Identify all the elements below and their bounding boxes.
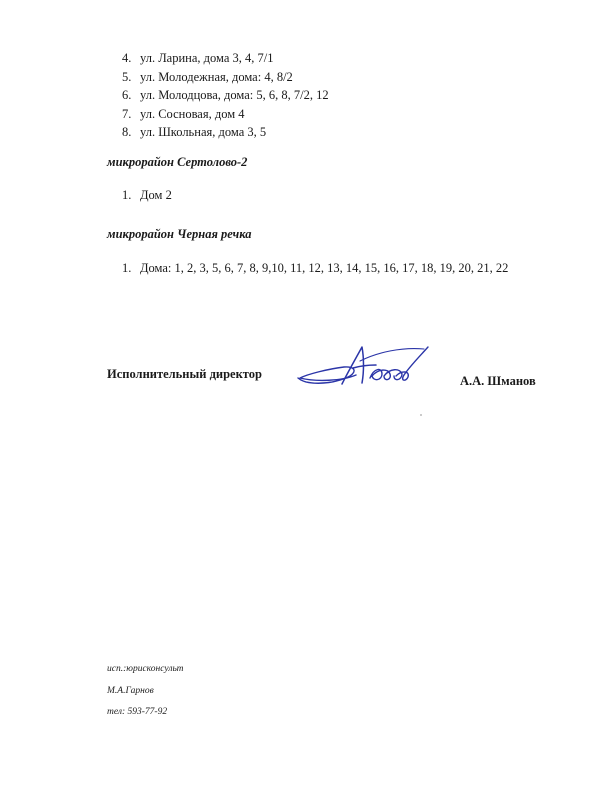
list-item [122, 259, 508, 278]
list-item [122, 68, 329, 87]
chernaya-rechka-list [122, 259, 508, 278]
list-item-number: 1. [122, 261, 132, 275]
list-item [122, 49, 329, 68]
list-item-number: 7. [122, 106, 132, 121]
signer-position: Исполнительный директор [107, 367, 262, 381]
streets-list [122, 49, 329, 142]
list-item-number: 1. [122, 188, 132, 202]
list-item-number: 4. [122, 51, 132, 65]
list-item [122, 186, 172, 205]
list-item-text: ул. Ларина, дома 3, 4, 7/1 [140, 51, 274, 65]
list-item-text: ул. Молодежная, дома: 4, 8/2 [140, 69, 293, 84]
list-item-text: ул. Сосновая, дом 4 [140, 106, 245, 121]
executor-phone: тел: 593-77-92 [107, 707, 168, 717]
sertolovo2-list [122, 186, 172, 205]
list-item [122, 86, 329, 105]
list-item-number: 5. [122, 69, 132, 84]
list-item-text: ул. Молодцова, дома: 5, 6, 8, 7/2, 12 [140, 88, 329, 102]
list-item-number: 8. [122, 125, 132, 139]
executor-role: исп.:юрисконсульт [107, 664, 184, 674]
list-item [122, 105, 329, 124]
list-item-text: ул. Школьная, дома 3, 5 [140, 125, 267, 139]
executor-name: М.А.Гарнов [107, 686, 154, 696]
handwritten-signature [296, 338, 436, 390]
list-item-number: 6. [122, 88, 132, 102]
list-item-text: Дома: 1, 2, 3, 5, 6, 7, 8, 9,10, 11, 12, 13, 14, 15, 16, 17, 18, 19, 20, 21, 22 [140, 261, 509, 275]
section-heading-sertolovo2: микрорайон Сертолово-2 [107, 155, 248, 169]
list-item-text: Дом 2 [140, 188, 172, 202]
list-item [122, 123, 329, 142]
scan-speck [420, 414, 422, 416]
signer-name: А.А. Шманов [460, 374, 536, 388]
section-heading-chernaya-rechka: микрорайон Черная речка [107, 227, 252, 241]
